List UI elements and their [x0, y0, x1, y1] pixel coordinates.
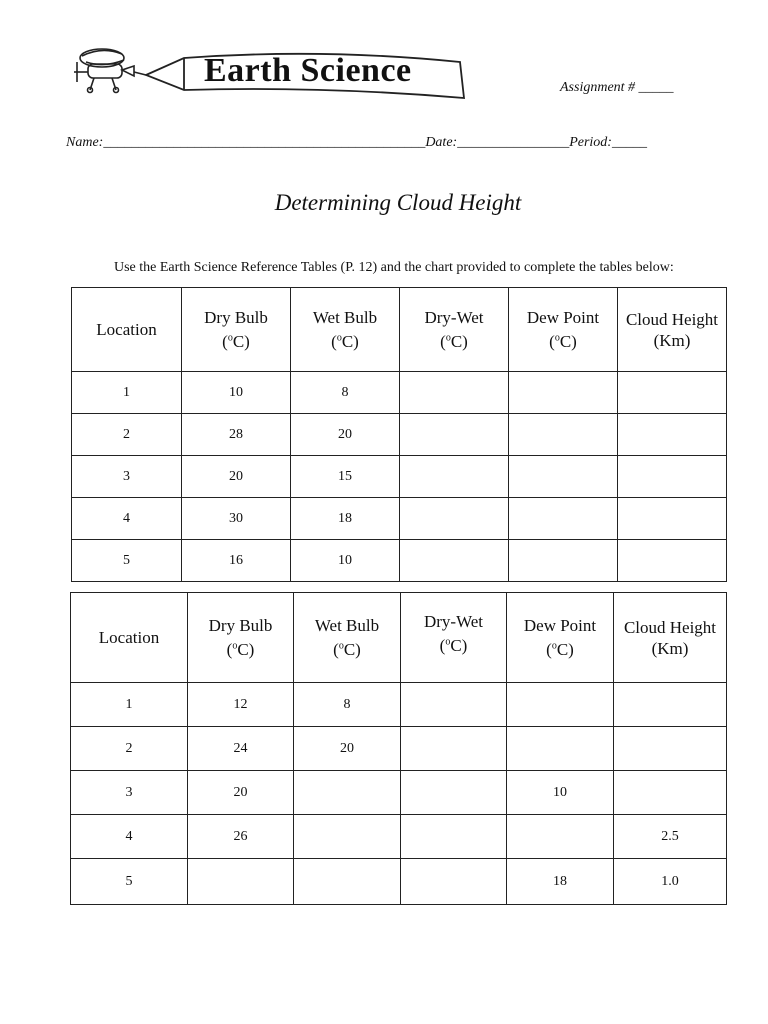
cell-dry-bulb: 24 — [188, 727, 294, 771]
cloud-height-table-2 — [70, 592, 727, 905]
cell-dew-point[interactable] — [509, 414, 618, 456]
cell-dry-wet[interactable] — [401, 771, 507, 815]
header-dry-wet — [400, 288, 509, 372]
logo-title: Earth Science — [204, 52, 412, 89]
cell-wet-bulb: 18 — [291, 498, 400, 540]
cell-wet-bulb: 20 — [294, 727, 401, 771]
cell-dew-point[interactable] — [509, 456, 618, 498]
header-location — [72, 288, 182, 372]
cell-location: 5 — [71, 859, 188, 905]
header-wet-bulb — [294, 593, 401, 683]
cell-dry-bulb: 20 — [182, 456, 291, 498]
cell-cloud-height[interactable] — [614, 683, 727, 727]
cell-dry-wet[interactable] — [400, 372, 509, 414]
header-label: Dry Bulb — [208, 615, 273, 635]
cell-dew-point[interactable] — [509, 372, 618, 414]
header-label: Wet Bulb — [312, 307, 378, 327]
header-unit: ($^o$C) — [333, 640, 361, 660]
cell-dry-wet[interactable] — [400, 498, 509, 540]
header-dew-point — [507, 593, 614, 683]
header-label: Cloud Height — [625, 309, 719, 329]
table-row — [71, 683, 727, 727]
cell-dew-point[interactable] — [509, 498, 618, 540]
cell-cloud-height[interactable] — [618, 498, 727, 540]
cell-dry-wet[interactable] — [400, 540, 509, 582]
cell-location: 3 — [72, 456, 182, 498]
cell-dry-bulb: 10 — [182, 372, 291, 414]
cell-location: 4 — [71, 815, 188, 859]
cell-dew-point: 10 — [507, 771, 614, 815]
header-label: Wet Bulb — [314, 615, 380, 635]
cell-location: 4 — [72, 498, 182, 540]
cell-cloud-height[interactable] — [614, 727, 727, 771]
cell-cloud-height[interactable] — [618, 456, 727, 498]
cell-cloud-height: 2.5 — [614, 815, 727, 859]
cell-wet-bulb: 10 — [291, 540, 400, 582]
cell-location: 1 — [71, 683, 188, 727]
cell-location: 1 — [72, 372, 182, 414]
header-unit: ($^o$C) — [549, 332, 577, 352]
cell-wet-bulb[interactable] — [294, 859, 401, 905]
cell-cloud-height[interactable] — [618, 372, 727, 414]
cell-dry-bulb: 26 — [188, 815, 294, 859]
cell-dew-point: 18 — [507, 859, 614, 905]
cell-dry-bulb[interactable] — [188, 859, 294, 905]
header-wet-bulb — [291, 288, 400, 372]
table-row — [71, 727, 727, 771]
table-header-row — [72, 288, 727, 372]
header-unit: ($^o$C) — [226, 640, 255, 660]
name-date-period-line: Name:______________________________________________Date:________________Period:_____ — [66, 135, 647, 150]
airplane-icon — [74, 49, 146, 93]
header-dew-point — [509, 288, 618, 372]
header-unit: ($^o$C) — [546, 640, 574, 660]
table-row — [72, 456, 727, 498]
cell-dry-bulb: 16 — [182, 540, 291, 582]
table-row — [71, 859, 727, 905]
cloud-height-table-1 — [71, 287, 727, 582]
cell-dry-wet[interactable] — [401, 859, 507, 905]
header-cloud-height — [618, 288, 727, 372]
cell-dew-point[interactable] — [507, 727, 614, 771]
cell-wet-bulb: 8 — [291, 372, 400, 414]
cell-location: 5 — [72, 540, 182, 582]
cell-location: 2 — [71, 727, 188, 771]
table-row — [72, 498, 727, 540]
cell-dry-wet[interactable] — [401, 727, 507, 771]
header-unit: (Km) — [653, 330, 691, 350]
cell-dry-wet[interactable] — [401, 683, 507, 727]
header-label: Dew Point — [523, 615, 597, 635]
header-cloud-height — [614, 593, 727, 683]
header-unit: ($^o$C) — [331, 332, 359, 352]
table-row — [72, 540, 727, 582]
cell-dry-bulb: 28 — [182, 414, 291, 456]
cell-wet-bulb: 20 — [291, 414, 400, 456]
assignment-number-field: Assignment # _____ — [560, 80, 674, 95]
cell-dew-point[interactable] — [507, 683, 614, 727]
header-label: Dry-Wet — [423, 611, 484, 631]
cell-location: 2 — [72, 414, 182, 456]
cell-cloud-height: 1.0 — [614, 859, 727, 905]
cell-dry-wet[interactable] — [400, 414, 509, 456]
instructions-text: Use the Earth Science Reference Tables (P. 12) and the chart provided to complete the tables below: — [114, 260, 674, 275]
header-label: Dry Bulb — [204, 307, 268, 327]
header-unit: ($^o$C) — [439, 636, 468, 656]
header-label: Dew Point — [526, 307, 600, 327]
cell-dry-wet[interactable] — [400, 456, 509, 498]
cell-wet-bulb[interactable] — [294, 771, 401, 815]
header-label: Location — [98, 628, 160, 647]
cell-wet-bulb[interactable] — [294, 815, 401, 859]
header-unit: ($^o$C) — [440, 332, 468, 352]
cell-cloud-height[interactable] — [618, 540, 727, 582]
cell-cloud-height[interactable] — [614, 771, 727, 815]
table-row — [72, 372, 727, 414]
cell-dry-bulb: 12 — [188, 683, 294, 727]
header-unit: ($^o$C) — [222, 332, 250, 352]
header-dry-bulb — [182, 288, 291, 372]
cell-location: 3 — [71, 771, 188, 815]
header-label: Dry-Wet — [424, 307, 484, 327]
header-label: Location — [96, 320, 157, 339]
header-dry-bulb — [188, 593, 294, 683]
cell-dry-bulb: 20 — [188, 771, 294, 815]
table-row — [71, 771, 727, 815]
cell-dew-point[interactable] — [509, 540, 618, 582]
page-title: Determining Cloud Height — [274, 190, 522, 215]
table-row — [72, 414, 727, 456]
table-row — [71, 815, 727, 859]
header-label: Cloud Height — [623, 617, 717, 637]
cell-dew-point[interactable] — [507, 815, 614, 859]
table-header-row — [71, 593, 727, 683]
cell-wet-bulb: 8 — [294, 683, 401, 727]
header-dry-wet — [401, 593, 507, 683]
cell-wet-bulb: 15 — [291, 456, 400, 498]
header-location — [71, 593, 188, 683]
header-unit: (Km) — [651, 638, 689, 658]
cell-cloud-height[interactable] — [618, 414, 727, 456]
cell-dry-bulb: 30 — [182, 498, 291, 540]
cell-dry-wet[interactable] — [401, 815, 507, 859]
